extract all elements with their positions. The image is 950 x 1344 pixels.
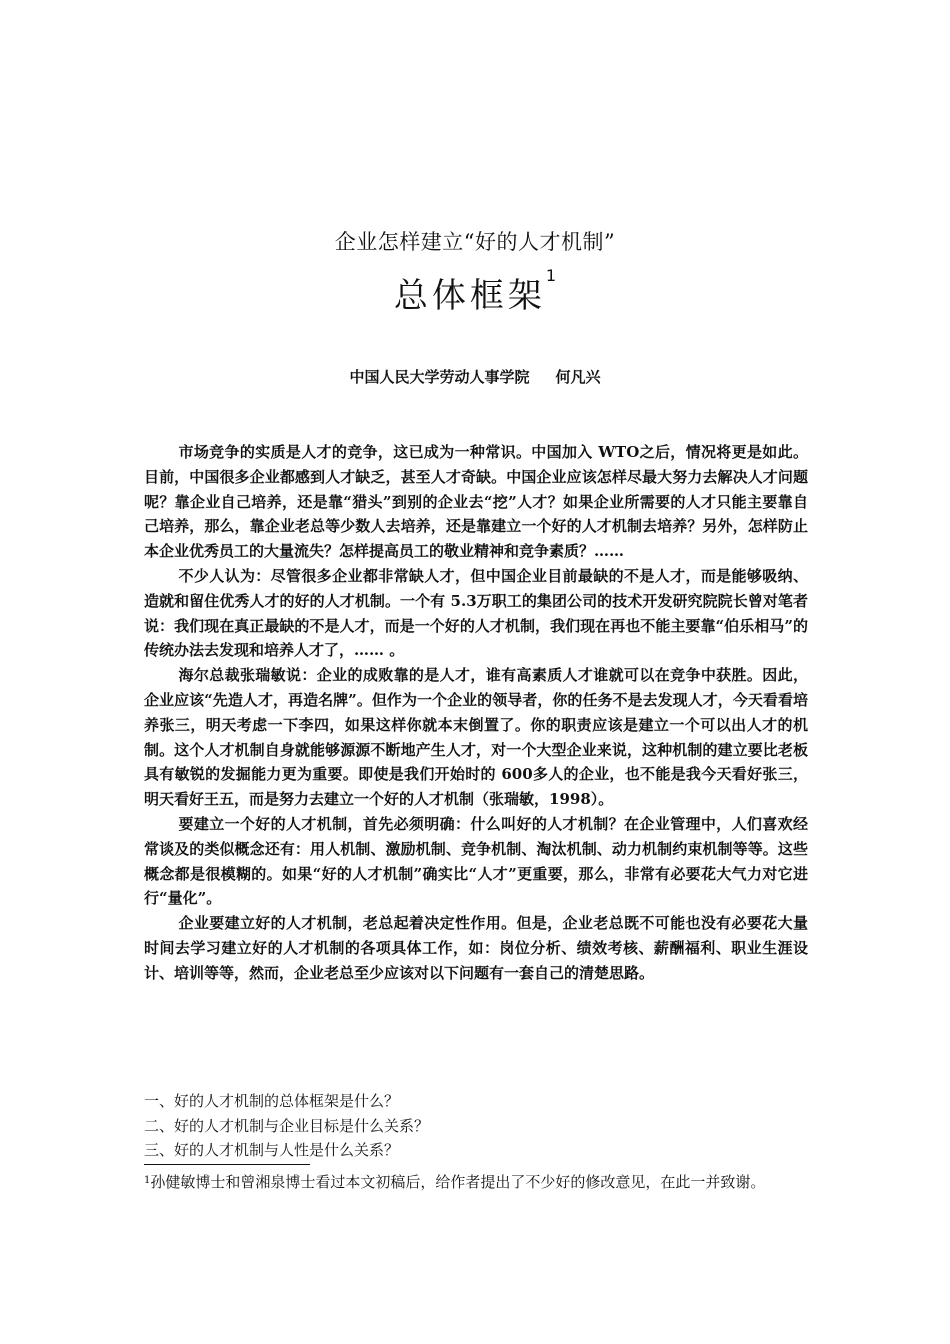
question-item: 二、好的人才机制与企业目标是什么关系？ (144, 1116, 430, 1135)
paragraph: 企业要建立好的人才机制，老总起着决定性作用。但是，企业老总既不可能也没有必要花大量时间去学习建立好的人才机制的各项具体工作，如：岗位分析、绩效考核、薪酬福利、职业生涯设计、培训等等，然而，企业老总至少应该对以下问题有一套自己的清楚思路。 (144, 914, 808, 982)
question-item: 三、好的人才机制与人性是什么关系？ (144, 1141, 400, 1159)
question-item: 一、好的人才机制的总体框架是什么？ (144, 1092, 400, 1110)
footnote (144, 1171, 808, 1193)
subtitle-footnote-mark: 1 (545, 266, 557, 285)
author-name: 何凡兴 (555, 368, 601, 386)
author-line (0, 366, 950, 387)
paragraph: 市场竞争的实质是人才的竞争，这已成为一种常识。中国加入 WTO之后，情况将更是如此。目前，中国很多企业都感到人才缺乏，甚至人才奇缺。中国企业应该怎样尽最大努力去解决人才问题呢？靠企业自己培养，还是靠“猎头”到别的企业去“挖”人才？如果企业所需要的人才只能主要靠自己培养，那么，靠企业老总等少数人去培养，还是靠建立一个好的人才机制去培养？另外，怎样防止本企业优秀员工的大量流失？怎样提高员工的敬业精神和竞争素质？…… (144, 443, 808, 561)
footnote-divider (144, 1164, 310, 1165)
author-institution: 中国人民大学劳动人事学院 (349, 368, 530, 386)
paragraph: 不少人认为：尽管很多企业都非常缺人才，但中国企业目前最缺的不是人才，而是能够吸纳、造就和留住优秀人才的好的人才机制。一个有 5.3万职工的集团公司的技术开发研究院院长曾对笔者说：我们现在真正最缺的不是人才，而是一个好的人才机制，我们现在再也不能主要靠“伯乐相马”的传统办法去发现和培养人才了，…… 。 (144, 566, 808, 660)
paragraph: 要建立一个好的人才机制，首先必须明确：什么叫好的人才机制？在企业管理中，人们喜欢经常谈及的类似概念还有：用人机制、激励机制、竞争机制、淘汰机制、动力机制约束机制等等。这些概念都是很模糊的。如果“好的人才机制”确实比“人才”更重要，那么，非常有必要花大气力对它进行“量化”。 (144, 814, 808, 908)
document-title: 企业怎样建立“好的人才机制” (334, 230, 616, 254)
footnote-mark: 1 (144, 1175, 151, 1186)
subtitle-text: 总体框架 (393, 276, 546, 316)
document-subtitle (0, 268, 950, 317)
footnote-text: 孙健敏博士和曾湘泉博士看过本文初稿后，给作者提出了不少好的修改意见，在此一并致谢。 (150, 1173, 766, 1191)
paragraph: 海尔总裁张瑞敏说：企业的成败靠的是人才，谁有高素质人才谁就可以在竞争中获胜。因此，企业应该“先造人才，再造名牌”。但作为一个企业的领导者，你的任务不是去发现人才，今天看看培养张三，明天考虑一下李四，如果这样你就本末倒置了。你的职责应该是建立一个可以出人才的机制。这个人才机制自身就能够源源不断地产生人才，对一个大型企业来说，这种机制的建立要比老板具有敏锐的发掘能力更为重要。即使是我们开始时的 600多人的企业，也不能是我今天看好张三，明天看好王五，而是努力去建立一个好的人才机制（张瑞敏，1998）。 (144, 666, 808, 809)
body-text (144, 440, 808, 986)
question-list (144, 1089, 808, 1163)
